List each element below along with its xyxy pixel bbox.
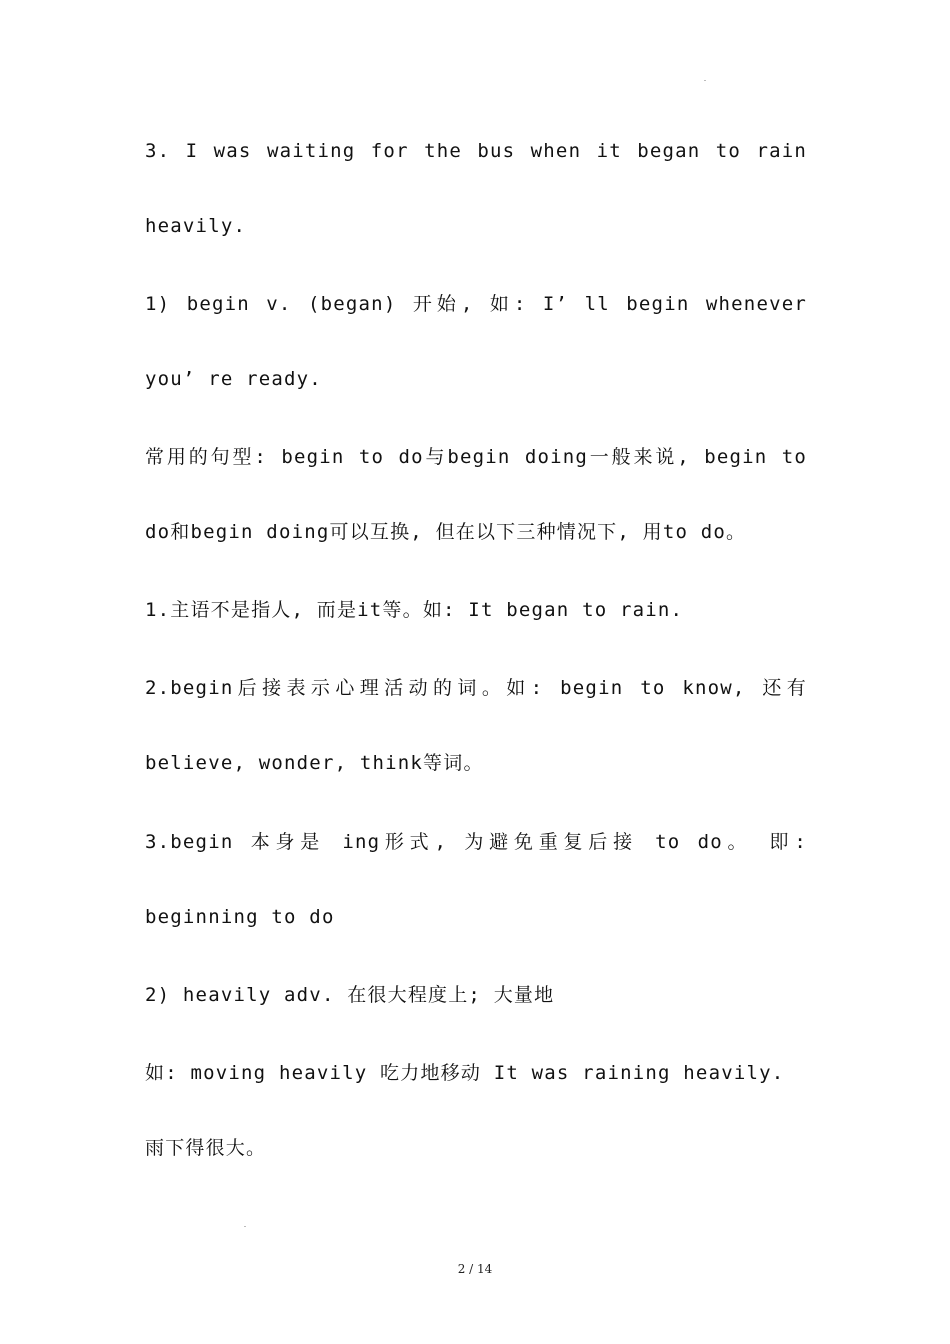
text-line-8: 2.begin后接表示心理活动的词。如: begin to know, 还有: [145, 677, 807, 699]
text-line-7: 1.主语不是指人, 而是it等。如: It began to rain.: [145, 599, 684, 621]
text-line-14: 雨下得很大。: [145, 1137, 267, 1159]
text-line-1: 3. I was waiting for the bus when it began to rain: [145, 140, 807, 162]
page-number: 2 / 14: [457, 1262, 493, 1276]
corner-mark-bottom: [244, 1226, 246, 1227]
text-line-12: 2) heavily adv. 在很大程度上; 大量地: [145, 984, 555, 1006]
text-line-4: you’ re ready.: [145, 368, 322, 390]
text-line-6: do和begin doing可以互换, 但在以下三种情况下, 用to do。: [145, 521, 747, 543]
text-line-10: 3.begin 本身是 ing形式, 为避免重复后接 to do。 即:: [145, 831, 807, 853]
text-line-3: 1) begin v. (began) 开始, 如: I’ ll begin whenever: [145, 293, 807, 315]
corner-mark-top: [704, 80, 706, 81]
text-line-5: 常用的句型: begin to do与begin doing一般来说, begin to: [145, 446, 807, 468]
text-line-13: 如: moving heavily 吃力地移动 It was raining heavily.: [145, 1062, 785, 1084]
text-line-11: beginning to do: [145, 906, 335, 928]
text-line-9: believe, wonder, think等词。: [145, 752, 484, 774]
text-line-2: heavily.: [145, 215, 247, 237]
